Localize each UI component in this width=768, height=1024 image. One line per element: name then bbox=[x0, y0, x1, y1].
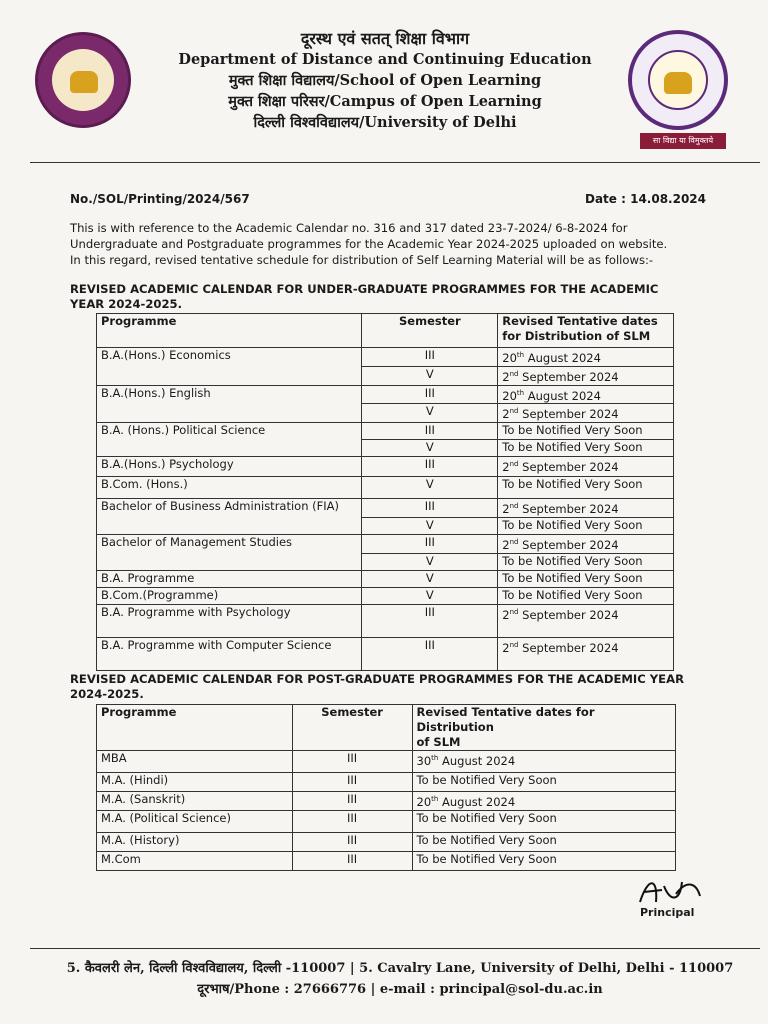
programme-cell: B.A. Programme with Computer Science bbox=[97, 637, 362, 670]
table-row bbox=[97, 499, 674, 518]
programme-cell: Bachelor of Management Studies bbox=[97, 535, 362, 571]
column-header: Revised Tentative dates for Distribution of SLM bbox=[498, 314, 674, 348]
programme-cell: M.A. (History) bbox=[97, 833, 293, 852]
table-row bbox=[97, 604, 674, 637]
semester-cell: V bbox=[362, 570, 498, 587]
date-cell: 2nd September 2024 bbox=[498, 499, 674, 518]
semester-cell: III bbox=[292, 773, 412, 792]
ug-schedule-table bbox=[96, 313, 674, 671]
header-divider bbox=[30, 162, 760, 163]
semester-cell: III bbox=[362, 637, 498, 670]
column-header: Revised Tentative dates for Distribution of SLM bbox=[412, 705, 676, 751]
semester-cell: III bbox=[362, 535, 498, 554]
table-row bbox=[97, 792, 676, 811]
school-name: मुक्त शिक्षा विद्यालय/School of Open Learning bbox=[228, 72, 542, 89]
table-row bbox=[97, 637, 674, 670]
date-cell: 2nd September 2024 bbox=[498, 604, 674, 637]
semester-cell: V bbox=[362, 553, 498, 570]
table-row bbox=[97, 852, 676, 871]
table-row bbox=[97, 587, 674, 604]
date-cell: To be Notified Very Soon bbox=[412, 833, 676, 852]
table-row bbox=[97, 477, 674, 499]
column-header: Programme bbox=[97, 705, 293, 751]
semester-cell: III bbox=[292, 833, 412, 852]
date-cell: To be Notified Very Soon bbox=[498, 440, 674, 457]
letterhead bbox=[150, 28, 620, 133]
ug-section-title: REVISED ACADEMIC CALENDAR FOR UNDER-GRADUATE PROGRAMMES FOR THE ACADEMIC YEAR 2024-2025. bbox=[70, 282, 659, 311]
semester-cell: III bbox=[292, 792, 412, 811]
programme-cell: M.A. (Sanskrit) bbox=[97, 792, 293, 811]
date-cell: To be Notified Very Soon bbox=[498, 587, 674, 604]
department-name: Department of Distance and Continuing Education bbox=[178, 51, 592, 68]
table-row bbox=[97, 457, 674, 477]
column-header: Semester bbox=[292, 705, 412, 751]
table-row bbox=[97, 773, 676, 792]
table-row bbox=[97, 811, 676, 833]
programme-cell: B.A.(Hons.) Psychology bbox=[97, 457, 362, 477]
table-row bbox=[97, 423, 674, 440]
programme-cell: M.A. (Political Science) bbox=[97, 811, 293, 833]
signatory-designation: Principal bbox=[640, 906, 695, 919]
programme-cell: B.A.(Hons.) English bbox=[97, 385, 362, 423]
date-cell: 2nd September 2024 bbox=[498, 535, 674, 554]
semester-cell: III bbox=[292, 811, 412, 833]
table-row bbox=[97, 348, 674, 367]
date-cell: 20th August 2024 bbox=[412, 792, 676, 811]
programme-cell: B.A. Programme bbox=[97, 570, 362, 587]
table-row bbox=[97, 535, 674, 554]
date-cell: To be Notified Very Soon bbox=[498, 477, 674, 499]
date-cell: 20th August 2024 bbox=[498, 385, 674, 404]
campus-name: मुक्त शिक्षा परिसर/Campus of Open Learning bbox=[228, 93, 542, 110]
column-header: Semester bbox=[362, 314, 498, 348]
date-cell: To be Notified Very Soon bbox=[498, 423, 674, 440]
letter-date: Date : 14.08.2024 bbox=[585, 192, 707, 206]
semester-cell: III bbox=[362, 423, 498, 440]
date-cell: To be Notified Very Soon bbox=[498, 518, 674, 535]
semester-cell: III bbox=[362, 348, 498, 367]
programme-cell: M.Com bbox=[97, 852, 293, 871]
date-cell: 2nd September 2024 bbox=[498, 404, 674, 423]
pg-section-title: REVISED ACADEMIC CALENDAR FOR POST-GRADUATE PROGRAMMES FOR THE ACADEMIC YEAR 2024-2025. bbox=[70, 672, 684, 701]
date-cell: 2nd September 2024 bbox=[498, 457, 674, 477]
table-header-row bbox=[97, 705, 676, 751]
semester-cell: III bbox=[292, 751, 412, 773]
date-cell: To be Notified Very Soon bbox=[412, 811, 676, 833]
semester-cell: III bbox=[362, 499, 498, 518]
motto-ribbon: सा विद्या या विमुक्तये bbox=[640, 133, 726, 149]
table-header-row bbox=[97, 314, 674, 348]
hindi-title: दूरस्थ एवं सतत् शिक्षा विभाग bbox=[300, 29, 470, 48]
programme-cell: B.Com. (Hons.) bbox=[97, 477, 362, 499]
date-cell: To be Notified Very Soon bbox=[412, 773, 676, 792]
semester-cell: III bbox=[362, 385, 498, 404]
date-cell: To be Notified Very Soon bbox=[498, 570, 674, 587]
footer-address: 5. कैवलरी लेन, दिल्ली विश्वविद्यालय, दिल्ली -110007 | 5. Cavalry Lane, University of Delhi, Delhi - 110007 bbox=[66, 961, 734, 976]
programme-cell: B.A. Programme with Psychology bbox=[97, 604, 362, 637]
reference-number: No./SOL/Printing/2024/567 bbox=[70, 192, 250, 206]
footer-contact: दूरभाष/Phone : 27666776 | e-mail : principal@sol-du.ac.in bbox=[197, 982, 603, 997]
table-row bbox=[97, 833, 676, 852]
university-name: दिल्ली विश्वविद्यालय/University of Delhi bbox=[253, 114, 517, 131]
semester-cell: V bbox=[362, 366, 498, 385]
date-cell: To be Notified Very Soon bbox=[498, 553, 674, 570]
programme-cell: B.A.(Hons.) Economics bbox=[97, 348, 362, 386]
date-cell: 20th August 2024 bbox=[498, 348, 674, 367]
semester-cell: V bbox=[362, 440, 498, 457]
programme-cell: Bachelor of Business Administration (FIA) bbox=[97, 499, 362, 535]
elephant-icon bbox=[664, 72, 692, 94]
date-cell: 30th August 2024 bbox=[412, 751, 676, 773]
date-cell: To be Notified Very Soon bbox=[412, 852, 676, 871]
column-header: Programme bbox=[97, 314, 362, 348]
semester-cell: V bbox=[362, 518, 498, 535]
semester-cell: V bbox=[362, 587, 498, 604]
semester-cell: III bbox=[292, 852, 412, 871]
programme-cell: M.A. (Hindi) bbox=[97, 773, 293, 792]
table-row bbox=[97, 385, 674, 404]
programme-cell: B.Com.(Programme) bbox=[97, 587, 362, 604]
date-cell: 2nd September 2024 bbox=[498, 637, 674, 670]
sol-seal bbox=[628, 30, 728, 130]
table-row bbox=[97, 751, 676, 773]
university-of-delhi-seal bbox=[35, 32, 131, 128]
footer bbox=[40, 958, 760, 1000]
semester-cell: III bbox=[362, 457, 498, 477]
programme-cell: B.A. (Hons.) Political Science bbox=[97, 423, 362, 457]
semester-cell: III bbox=[362, 604, 498, 637]
table-row bbox=[97, 570, 674, 587]
elephant-icon bbox=[70, 71, 98, 93]
pg-schedule-table bbox=[96, 704, 676, 871]
programme-cell: MBA bbox=[97, 751, 293, 773]
footer-divider bbox=[30, 948, 760, 949]
intro-paragraph: This is with reference to the Academic Calendar no. 316 and 317 dated 23-7-2024/ 6-8-2024 for Undergraduate and Postgraduate programmes for the Academic Year 2024-2025 uploaded on website. In this regard, revised tentative schedule for distribution of Self Learning Material will be as follows:- bbox=[70, 221, 668, 267]
semester-cell: V bbox=[362, 404, 498, 423]
semester-cell: V bbox=[362, 477, 498, 499]
date-cell: 2nd September 2024 bbox=[498, 366, 674, 385]
